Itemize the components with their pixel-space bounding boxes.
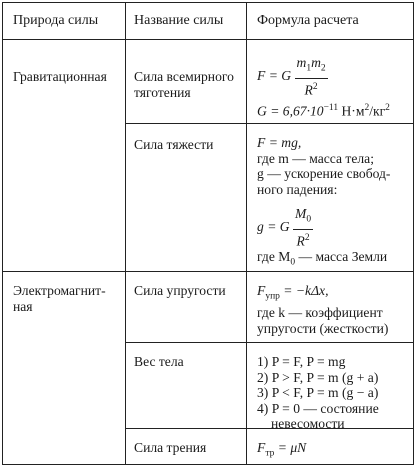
gravity-force-name: Сила тяжести <box>134 137 214 152</box>
nature-electromagnetic <box>13 283 106 314</box>
elastic-note1: где k — коэффициент <box>257 305 383 321</box>
column-divider-1 <box>125 3 126 464</box>
weight-case-1: 1) P = F, P = mg <box>257 354 346 369</box>
weight-case-2: 2) P > F, P = m (g + a) <box>257 369 379 385</box>
weight-case-3: 3) P < F, P = m (g − a) <box>257 385 379 400</box>
friction-force-name: Сила трения <box>134 440 207 455</box>
free-fall-formula <box>257 206 313 249</box>
elastic-formula-line <box>257 283 388 305</box>
header-formula: Формула расчета <box>257 13 359 28</box>
universal-name-line2: тяготения <box>134 84 191 100</box>
num-sub2: 2 <box>320 63 326 74</box>
formula-lhs: F = G <box>257 67 292 83</box>
free-fall-num <box>293 206 313 230</box>
gravity-formula-line <box>257 135 390 151</box>
universal-gravitation-formula <box>257 55 328 98</box>
row-divider-gravity <box>125 123 413 124</box>
gravity-note2: g — ускорение свобод- <box>257 166 391 181</box>
g-units-tail: /кг <box>369 103 386 119</box>
gravity-f1: F = mg, <box>257 135 302 150</box>
row-divider-weight <box>125 342 413 343</box>
earth-note-a: где M <box>257 249 291 264</box>
nature-gravitational: Гравитационная <box>13 69 107 84</box>
body-weight-name: Вес тела <box>134 354 184 369</box>
gravity-note1: где m — масса тела; <box>257 150 374 166</box>
free-fall-r: R <box>296 233 305 249</box>
weight-case-4: 4) P = 0 — состояние <box>257 400 379 416</box>
nature-em-line2: ная <box>13 298 33 314</box>
elastic-sub: упр <box>265 291 280 302</box>
den-sup: 2 <box>312 82 318 93</box>
g-const-value: G = 6,67·10 <box>257 103 324 119</box>
g-units: Н·м <box>338 103 365 119</box>
header-name: Название силы <box>134 13 224 28</box>
g-const-exp: −11 <box>323 103 339 113</box>
friction-f: F <box>257 440 266 455</box>
free-fall-r-sup: 2 <box>304 233 310 244</box>
num-m2: m <box>311 55 321 70</box>
weight-case-4b: невесомости <box>271 416 345 431</box>
num-m1: m <box>296 55 307 70</box>
free-fall-lhs: g = G <box>257 218 290 234</box>
forces-table <box>2 2 414 465</box>
fraction-denominator <box>295 79 328 98</box>
gravity-force-formula <box>257 135 390 197</box>
g-units-sup2: 2 <box>385 103 390 113</box>
friction-rhs: = μN <box>274 440 307 455</box>
earth-note-b: — масса Земли <box>295 249 388 264</box>
gravity-note3: ного падения: <box>257 181 338 197</box>
formula-fraction <box>295 55 328 98</box>
column-divider-2 <box>246 3 247 464</box>
body-weight-cases <box>257 354 379 432</box>
fraction-numerator <box>295 55 328 79</box>
header-divider <box>3 39 413 40</box>
earth-note-sub: 0 <box>290 257 296 268</box>
elastic-force-name: Сила упругости <box>134 283 226 298</box>
friction-force-formula <box>257 440 306 462</box>
gravitational-constant <box>257 101 390 119</box>
friction-sub: тр <box>265 448 275 459</box>
universal-gravitation-name <box>134 69 234 100</box>
universal-name-line1: Сила всемирного <box>134 69 234 84</box>
elastic-f: F <box>257 283 266 298</box>
free-fall-m: M <box>295 206 307 221</box>
elastic-rhs: = −kΔx, <box>279 283 329 298</box>
g-units-sup: 2 <box>364 103 370 113</box>
num-sub1: 1 <box>306 63 312 74</box>
free-fall-den <box>293 230 313 249</box>
free-fall-fraction <box>293 206 313 249</box>
nature-em-line1: Электромагнит- <box>13 283 106 298</box>
free-fall-m-sub: 0 <box>306 214 312 225</box>
earth-mass-note <box>257 249 387 271</box>
den-r: R <box>304 82 313 98</box>
elastic-force-formula <box>257 283 388 336</box>
elastic-note2: упругости (жесткости) <box>257 320 389 336</box>
header-nature: Природа силы <box>13 13 99 28</box>
